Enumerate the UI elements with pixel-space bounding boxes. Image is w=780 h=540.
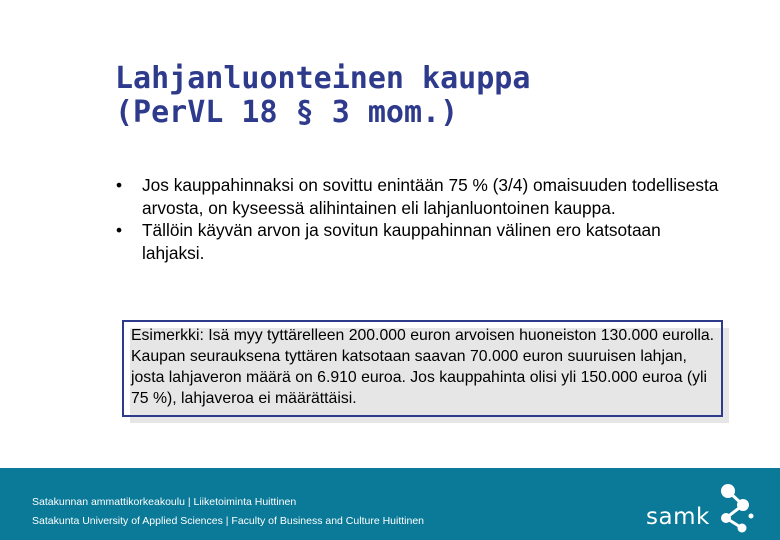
bullet-symbol: • bbox=[116, 220, 123, 240]
footer-line-1: Satakunnan ammattikorkeakoulu | Liiketoiminta Huittinen bbox=[32, 496, 297, 508]
footer-line-2: Satakunta University of Applied Sciences | Faculty of Business and Culture Huittinen bbox=[32, 515, 425, 527]
slide-title-line-2: (PerVL 18 § 3 mom.) bbox=[115, 95, 459, 130]
bullet-item bbox=[116, 174, 726, 219]
example-text: Esimerkki: Isä myy tyttärelleen 200.000 euron arvoisen huoneiston 130.000 eurolla. Kaupan seurauksena tyttären katsotaan saavan 70.000 euron suuruisen lahjan, josta lahjaveron määrä on 6.910 euroa. Jos kauppahinta olisi yli 150.000 euroa (yli 75 %), lahjaveroa ei määrättäisi. bbox=[131, 327, 715, 407]
example-box bbox=[122, 320, 723, 417]
samk-logo bbox=[640, 482, 760, 536]
footer-bar bbox=[0, 468, 780, 540]
bullet-list bbox=[116, 174, 726, 264]
slide-title-line-1: Lahjanluonteinen kauppa bbox=[115, 61, 531, 96]
samk-dots-logo-icon bbox=[640, 482, 760, 536]
slide-title bbox=[115, 62, 530, 130]
bullet-text: Jos kauppahinnaksi on sovittu enintään 75 % (3/4) omaisuuden todellisesta arvosta, on kyseessä alihintainen eli lahjanluontoinen kauppa. bbox=[142, 175, 719, 218]
logo-text: samk bbox=[646, 504, 710, 530]
bullet-symbol: • bbox=[116, 175, 123, 195]
bullet-text: Tällöin käyvän arvon ja sovitun kauppahinnan välinen ero katsotaan lahjaksi. bbox=[142, 220, 661, 263]
bullet-item bbox=[116, 219, 726, 264]
